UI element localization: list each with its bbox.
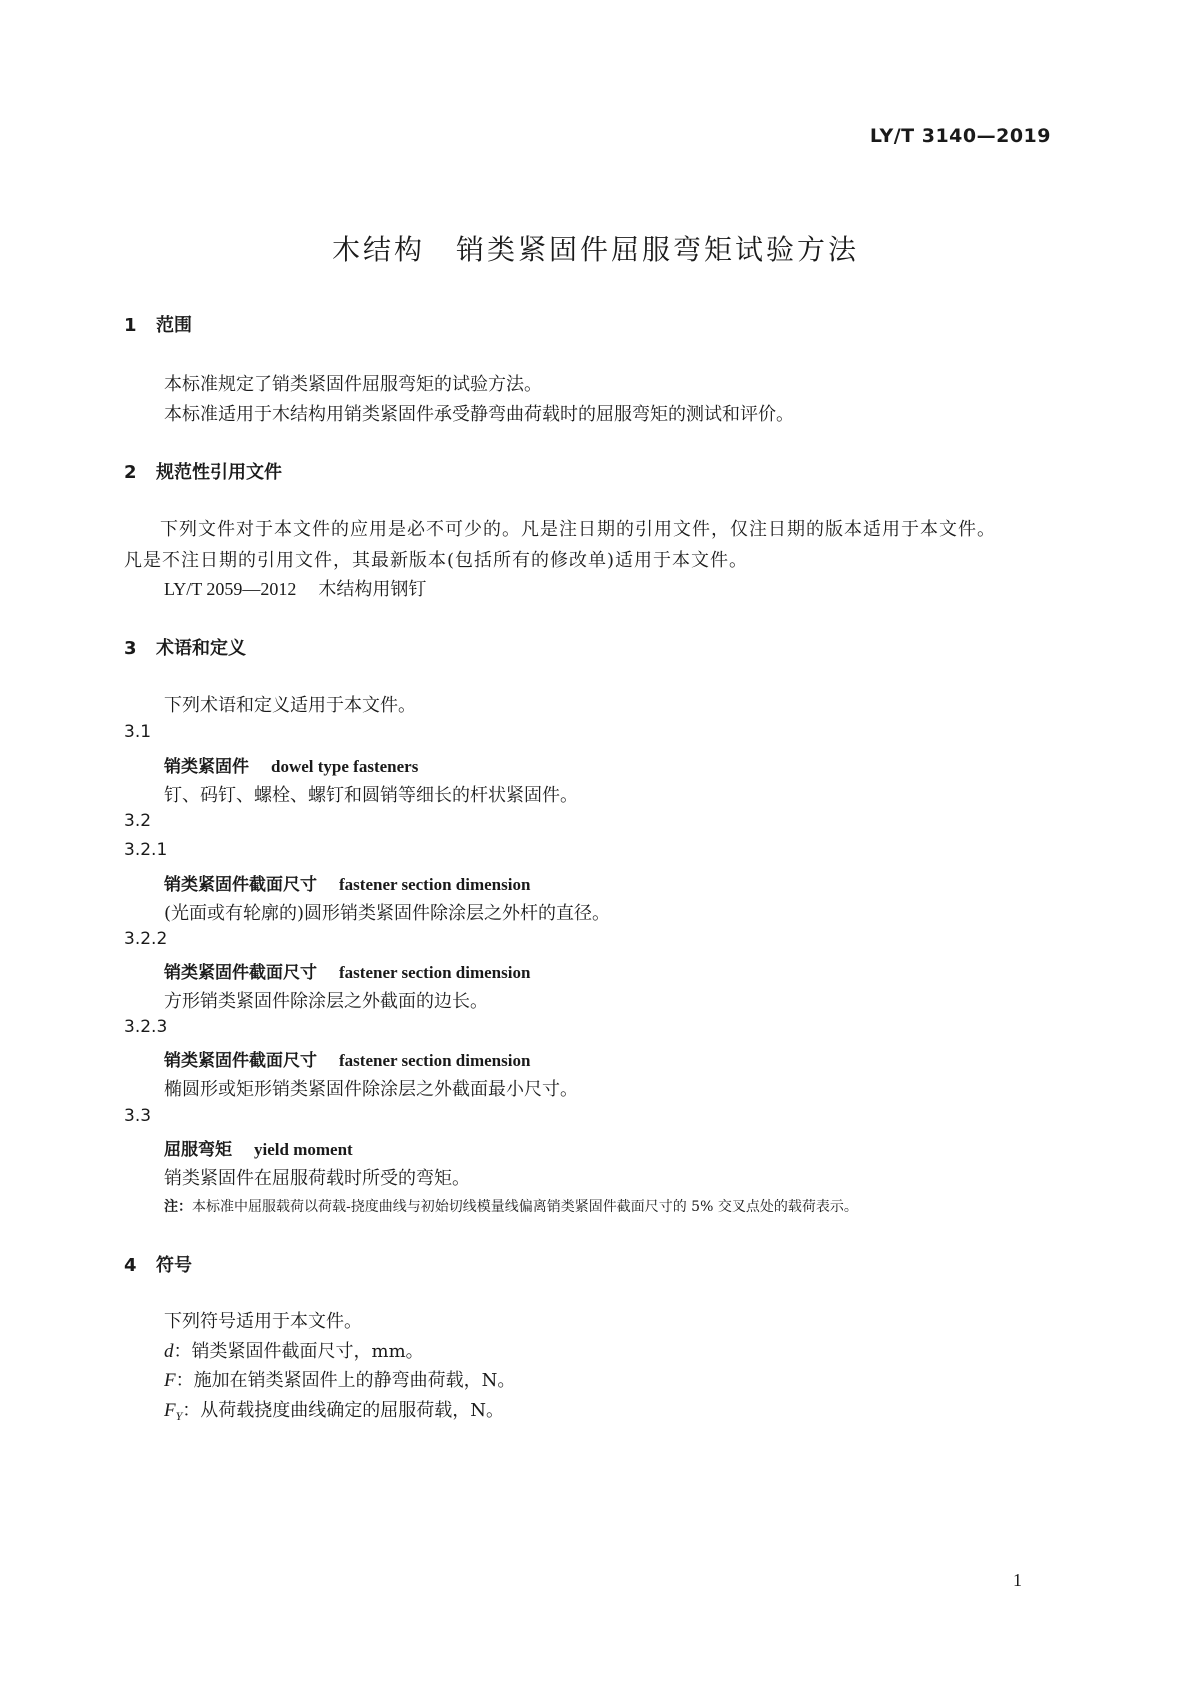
term-chinese: 屈服弯矩: [164, 1140, 232, 1160]
section-number: 1: [124, 315, 137, 336]
symbol: d: [164, 1341, 174, 1362]
term-english: fastener section dimension: [339, 963, 531, 982]
document-title: 木结构 销类紧固件屈服弯矩试验方法: [331, 233, 859, 266]
section-title: 术语和定义: [156, 638, 246, 659]
section-4-heading: [124, 1251, 192, 1277]
section-3-heading: [124, 634, 246, 660]
section-number: 4: [124, 1255, 137, 1276]
term-english: yield moment: [254, 1140, 353, 1159]
symbol-subscript: Y: [175, 1409, 183, 1423]
term-english: dowel type fasteners: [271, 757, 419, 776]
definition: 销类紧固件在屈服荷载时所受的弯矩。: [164, 1168, 470, 1189]
paragraph: 下列文件对于本文件的应用是必不可少的。凡是注日期的引用文件，仅注日期的版本适用于本文件。凡是不注日期的引用文件，其最新版本(包括所有的修改单)适用于本文件。: [124, 519, 996, 571]
standard-code: LY/T 3140—2019: [869, 125, 1051, 147]
definition: 钉、码钉、螺栓、螺钉和圆销等细长的杆状紧固件。: [164, 785, 578, 806]
symbol-text: ：销类紧固件截面尺寸，mm。: [173, 1341, 424, 1362]
page-number: 1: [1013, 1570, 1022, 1590]
clause-number: 3.2.2: [124, 929, 168, 949]
section-2-heading: [124, 458, 282, 484]
symbol-text: ：从荷载挠度曲线确定的屈服荷载，N。: [182, 1400, 505, 1421]
term-english: fastener section dimension: [339, 1051, 531, 1070]
section-title: 符号: [156, 1255, 192, 1276]
term-chinese: 销类紧固件截面尺寸: [164, 875, 317, 895]
clause-number: 3.2: [124, 811, 152, 831]
definition: 椭圆形或矩形销类紧固件除涂层之外截面最小尺寸。: [164, 1079, 578, 1100]
symbol: F: [164, 1370, 176, 1391]
clause-number: 3.2.1: [124, 840, 168, 860]
section-title: 规范性引用文件: [156, 462, 282, 483]
term-chinese: 销类紧固件: [164, 757, 249, 777]
section-title: 范围: [156, 315, 192, 336]
symbol-definition: [164, 1396, 504, 1424]
symbol: F: [164, 1400, 176, 1421]
section-number: 2: [124, 462, 137, 483]
note: [164, 1196, 858, 1216]
paragraph: 本标准规定了销类紧固件屈服弯矩的试验方法。: [164, 374, 542, 395]
term-english: fastener section dimension: [339, 875, 531, 894]
term-chinese: 销类紧固件截面尺寸: [164, 963, 317, 983]
reference-code: LY/T 2059—2012: [164, 579, 297, 599]
symbol-definition: [164, 1337, 424, 1363]
section-number: 3: [124, 638, 137, 659]
term: [164, 870, 530, 895]
term: [164, 1135, 353, 1160]
term: [164, 1046, 530, 1071]
paragraph: 下列符号适用于本文件。: [164, 1311, 362, 1332]
term-chinese: 销类紧固件截面尺寸: [164, 1051, 317, 1071]
clause-number: 3.2.3: [124, 1017, 168, 1037]
normative-reference: [164, 575, 426, 601]
note-text: 本标准中屈服载荷以荷载-挠度曲线与初始切线模量线偏离销类紧固件截面尺寸的 5% 交叉点处的载荷表示。: [192, 1199, 858, 1215]
term: [164, 958, 530, 983]
symbol-definition: [164, 1366, 515, 1392]
note-label: 注：: [164, 1199, 192, 1215]
symbol-text: ：施加在销类紧固件上的静弯曲荷载，N。: [175, 1370, 516, 1391]
term: [164, 752, 418, 777]
clause-number: 3.1: [124, 722, 152, 742]
definition: (光面或有轮廓的)圆形销类紧固件除涂层之外杆的直径。: [164, 903, 611, 924]
paragraph: 下列术语和定义适用于本文件。: [164, 695, 416, 716]
paragraph: 本标准适用于木结构用销类紧固件承受静弯曲荷载时的屈服弯矩的测试和评价。: [164, 404, 794, 425]
reference-name: 木结构用钢钉: [318, 579, 427, 600]
definition: 方形销类紧固件除涂层之外截面的边长。: [164, 991, 488, 1012]
section-1-heading: [124, 311, 192, 337]
clause-number: 3.3: [124, 1106, 152, 1126]
